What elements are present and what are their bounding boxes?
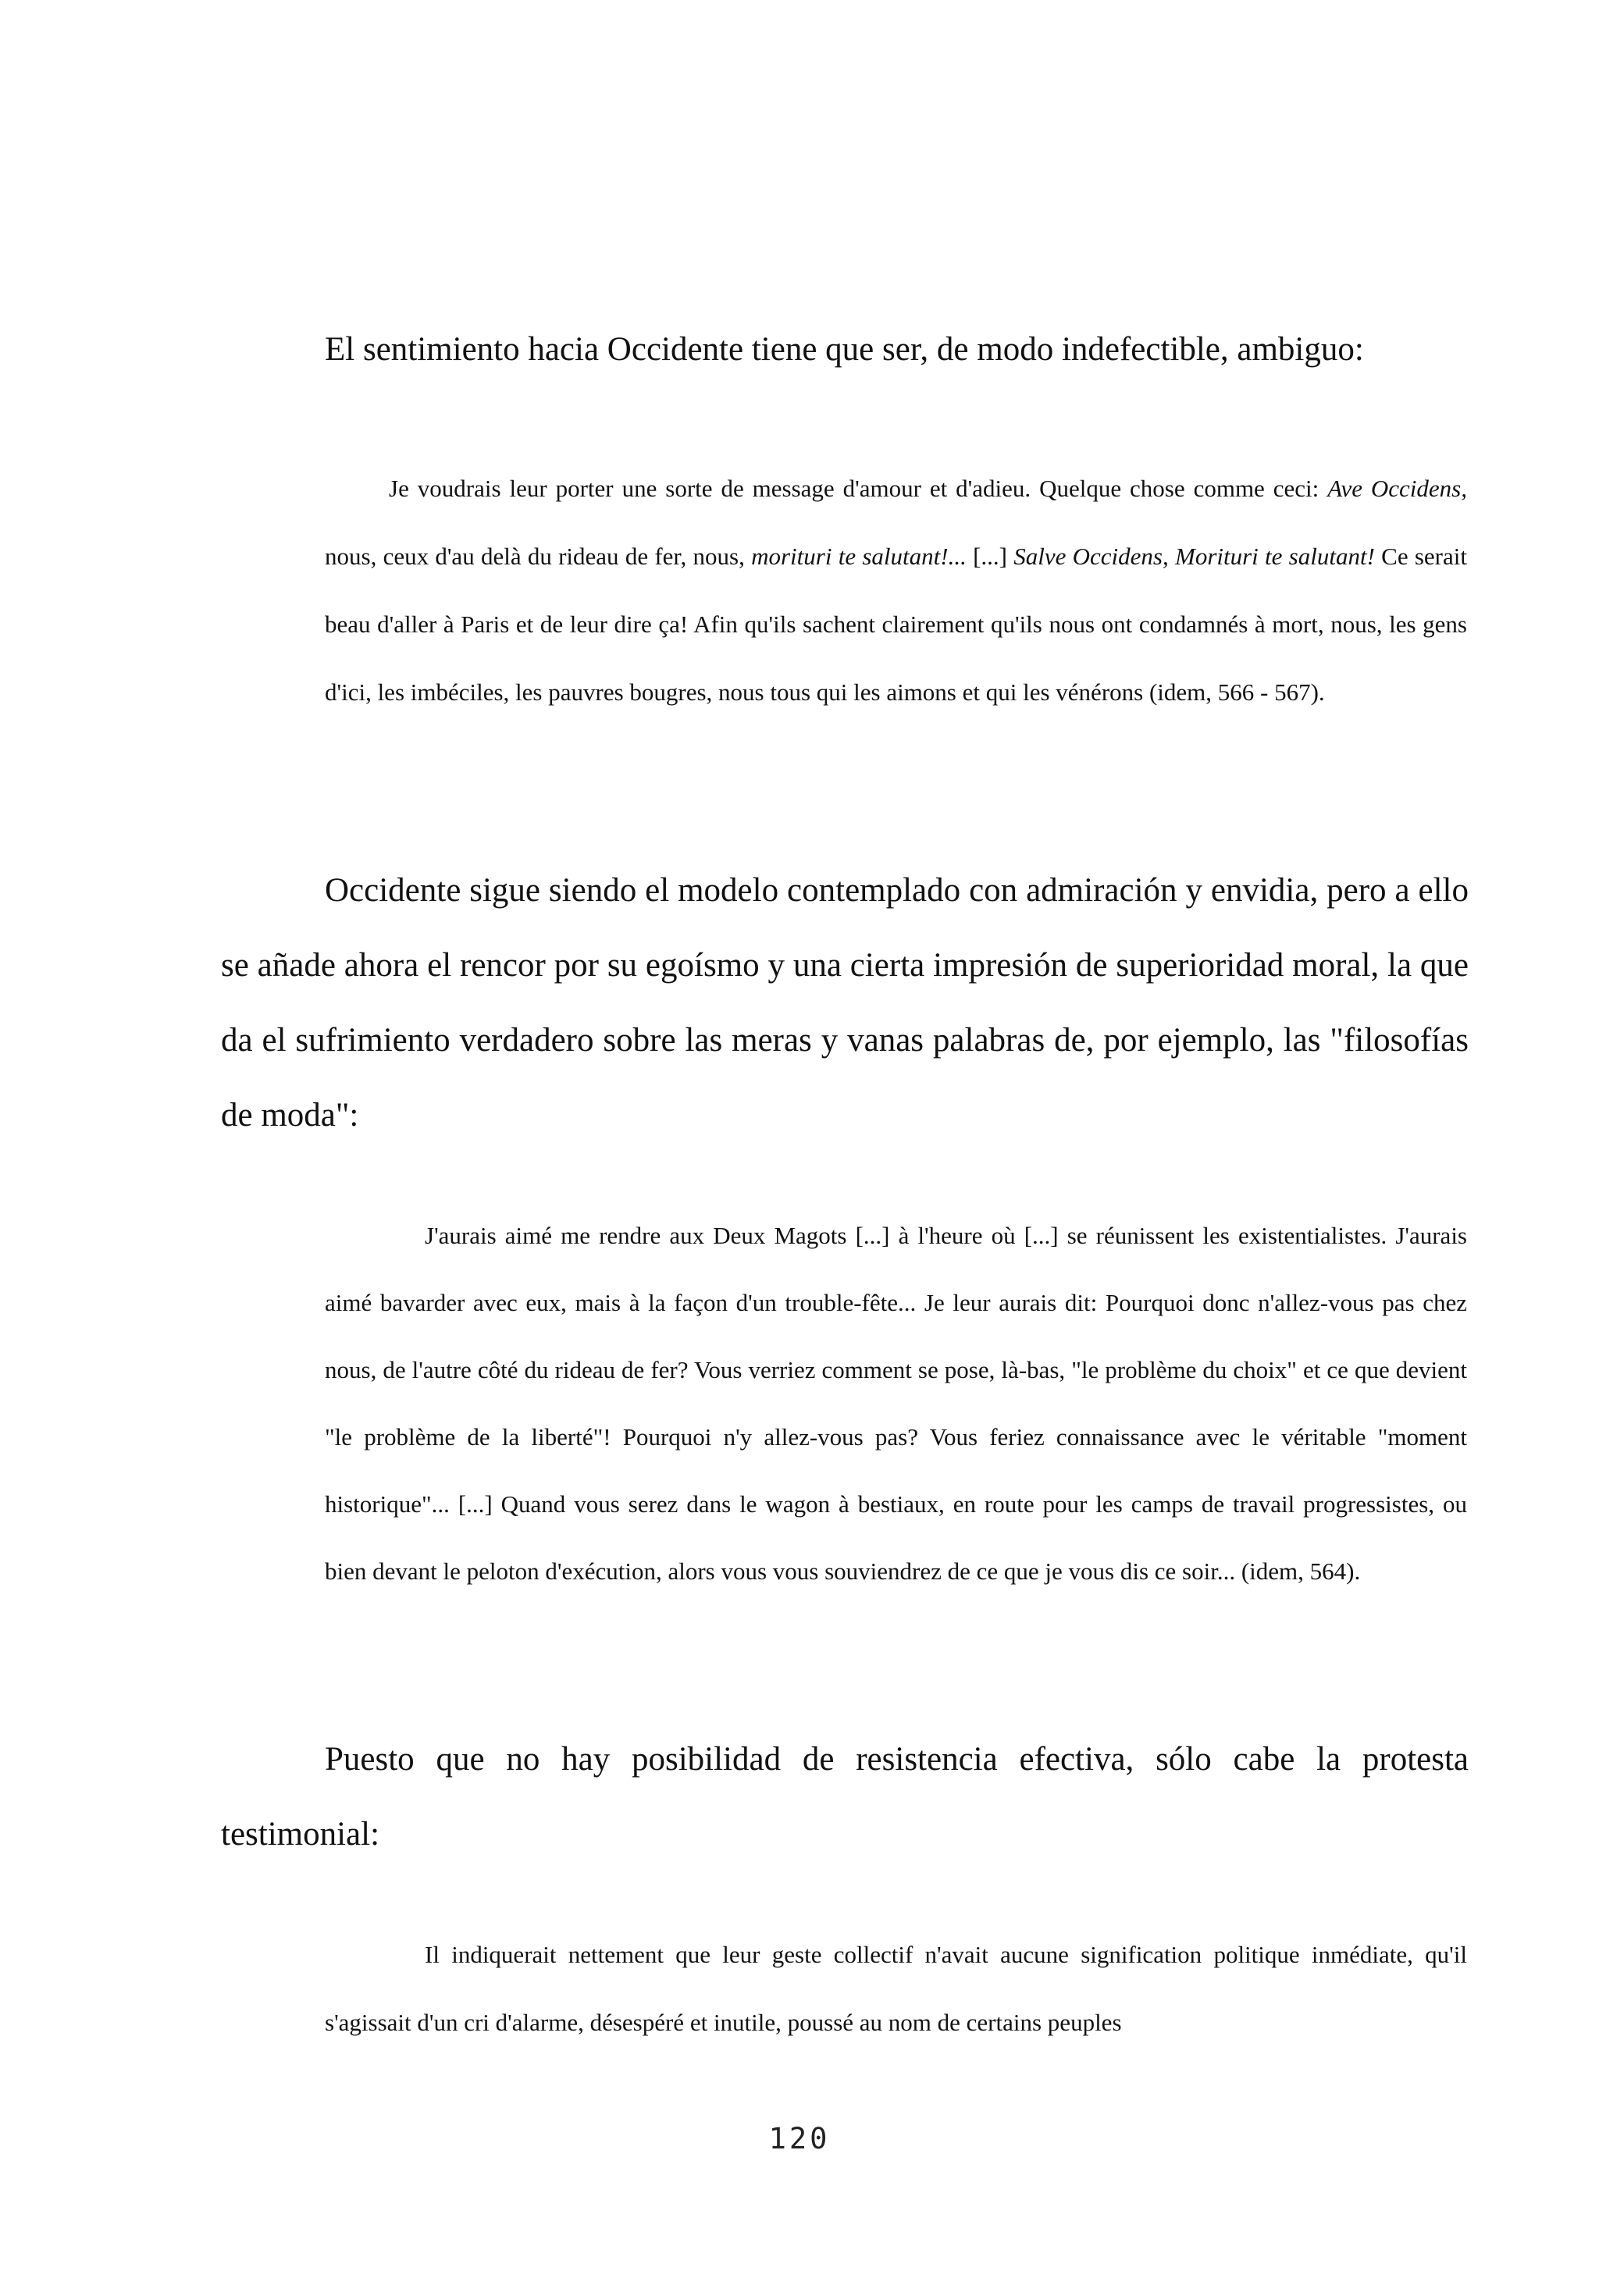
- quote-1-text-b: nous, ceux d'au delà du rideau de fer, nous,: [325, 543, 752, 570]
- quote-1-text-d: Ce serait beau d'aller à Paris et de leur dire ça! Afin qu'ils sachent clairement qu'ils nous ont condamnés à mort, nous, les gens d'ici, les imbéciles, les pauvres bougres, nous tous qui les aimons et qui les vénérons (idem, 566 - 567).: [325, 543, 1467, 706]
- block-quote-1: [325, 454, 1467, 726]
- quote-1-text-c: [...]: [966, 543, 1014, 570]
- quote-1-italic-c: Salve Occidens, Morituri te salutant!: [1013, 543, 1375, 570]
- block-quote-3: Il indiquerait nettement que leur geste collectif n'avait aucune signification politique inmédiate, qu'il s'agissait d'un cri d'alarme, désespéré et inutile, poussé au nom de certains peuples: [325, 1941, 1467, 2036]
- body-paragraph-2: Occidente sigue siendo el modelo contemplado con admiración y envidia, pero a ello se añade ahora el rencor por su egoísmo y una cierta impresión de superioridad moral, la que da el sufrimiento verdadero sobre las meras y vanas palabras de, por ejemplo, las "filosofías de moda":: [221, 872, 1469, 1134]
- body-paragraph-1: El sentimiento hacia Occidente tiene que ser, de modo indefectible, ambiguo:: [325, 331, 1364, 368]
- quote-1-text-a: Je voudrais leur porter une sorte de message d'amour et d'adieu. Quelque chose comme ceci:: [389, 475, 1328, 502]
- body-paragraph-3: Puesto que no hay posibilidad de resistencia efectiva, sólo cabe la protesta testimonial:: [221, 1741, 1469, 1853]
- page-number: 120: [768, 2122, 831, 2155]
- block-quote-2: J'aurais aimé me rendre aux Deux Magots [...] à l'heure où [...] se réunissent les existentialistes. J'aurais aimé bavarder avec eux, mais à la façon d'un trouble-fête... Je leur aurais dit: Pourquoi donc n'allez-vous pas chez nous, de l'autre côté du rideau de fer? Vous verriez comment se pose, là-bas, "le problème du choix" et ce que devient "le problème de la liberté"! Pourquoi n'y allez-vous pas? Vous feriez connaissance avec le véritable "moment historique"... [...] Quand vous serez dans le wagon à bestiaux, en route pour les camps de travail progressistes, ou bien devant le peloton d'exécution, alors vous vous souviendrez de ce que je vous dis ce soir... (idem, 564).: [325, 1222, 1467, 1585]
- quote-1-italic-a: Ave Occidens,: [1327, 475, 1467, 502]
- quote-1-italic-b: morituri te salutant!...: [751, 543, 967, 570]
